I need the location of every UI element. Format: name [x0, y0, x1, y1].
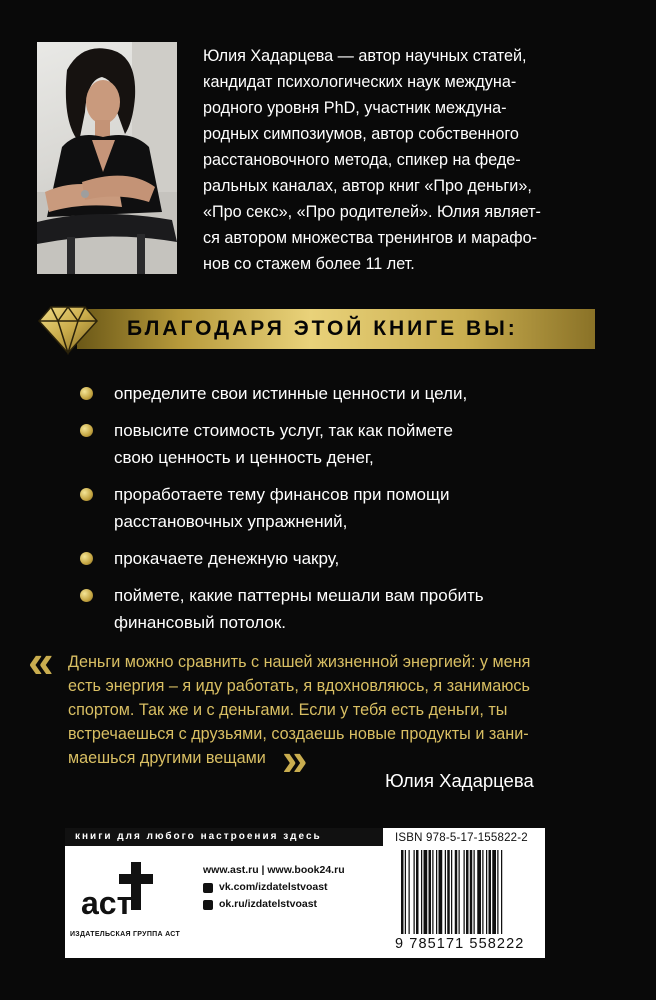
- quote-open-icon: «: [28, 635, 54, 687]
- barcode-bar: [439, 850, 443, 934]
- list-item-text: свою ценность и ценность денег,: [114, 448, 374, 467]
- barcode-bar: [445, 850, 446, 934]
- barcode-bar: [432, 850, 433, 934]
- list-item-text: прокачаете денежную чакру,: [114, 549, 340, 568]
- list-item: [80, 582, 580, 636]
- benefits-list: [80, 380, 580, 636]
- bullet-icon: [80, 424, 93, 437]
- barcode: [399, 850, 539, 934]
- ast-logo: [79, 858, 157, 922]
- link-row[interactable]: [203, 862, 345, 879]
- barcode-bar: [447, 850, 450, 934]
- barcode-bar: [414, 850, 415, 934]
- barcode-bar: [459, 850, 460, 934]
- barcode-bar: [424, 850, 428, 934]
- bio-line: родного уровня PhD, участник междуна-: [203, 99, 507, 117]
- barcode-bar: [436, 850, 437, 934]
- bio-line: ся автором множества тренингов и марафо-: [203, 229, 537, 247]
- link-text[interactable]: vk.com/izdatelstvoast: [219, 881, 328, 893]
- author-bio: [203, 43, 573, 277]
- link-text[interactable]: www.ast.ru | www.book24.ru: [203, 864, 345, 876]
- list-item: [80, 417, 580, 471]
- bio-line: кандидат психологических наук междуна-: [203, 73, 517, 91]
- vk-icon: [203, 883, 213, 893]
- link-row[interactable]: [203, 879, 345, 896]
- list-item: [80, 481, 580, 535]
- slogan-strip: книги для любого настроения здесь: [65, 828, 383, 846]
- link-row[interactable]: [203, 896, 345, 913]
- bio-line: расстановочного метода, спикер на феде-: [203, 151, 521, 169]
- barcode-bar: [409, 850, 410, 934]
- publisher-name: ИЗДАТЕЛЬСКАЯ ГРУППА АСТ: [69, 931, 181, 938]
- bio-line: «Про секс», «Про родителей». Юлия являет-: [203, 203, 541, 221]
- barcode-bar: [482, 850, 483, 934]
- barcode-bar: [401, 850, 404, 934]
- barcode-bar: [466, 850, 469, 934]
- bio-line: ральных каналах, автор книг «Про деньги»,: [203, 177, 532, 195]
- bio-line: Юлия Хадарцева — автор научных статей,: [203, 47, 527, 65]
- quote-line: маешься другими вещами: [68, 749, 266, 767]
- bio-line: родных симпозиумов, автор собственного: [203, 125, 519, 143]
- barcode-bar: [416, 850, 419, 934]
- barcode-bar: [477, 850, 481, 934]
- list-item-text: расстановочных упражнений,: [114, 512, 348, 531]
- quote-line: спортом. Так же и с деньгами. Если у тебя есть деньги, ты: [68, 701, 508, 719]
- list-item-text: повысите стоимость услуг, так как поймете: [114, 421, 453, 440]
- barcode-bar: [421, 850, 422, 934]
- barcode-bar: [497, 850, 498, 934]
- barcode-digits: 9 785171 558222: [395, 936, 525, 952]
- quote-line: есть энергия – я иду работать, я вдохновляюсь, я занимаюсь: [68, 677, 530, 695]
- benefits-banner: [37, 303, 595, 353]
- bullet-icon: [80, 589, 93, 602]
- isbn: ISBN 978-5-17-155822-2: [395, 832, 528, 844]
- quote-line: Деньги можно сравнить с нашей жизненной энергией: у меня: [68, 653, 531, 671]
- barcode-bar: [455, 850, 458, 934]
- link-text[interactable]: ok.ru/izdatelstvoast: [219, 898, 318, 910]
- list-item-text: финансовый потолок.: [114, 613, 287, 632]
- barcode-bar: [501, 850, 502, 934]
- barcode-bar: [429, 850, 432, 934]
- barcode-bar: [492, 850, 496, 934]
- quote-close-icon: »: [282, 733, 308, 785]
- list-item-text: определите свои истинные ценности и цели,: [114, 384, 468, 403]
- quote-author: Юлия Хадарцева: [385, 770, 534, 791]
- bio-line: нов со стажем более 11 лет.: [203, 255, 415, 273]
- bullet-icon: [80, 552, 93, 565]
- list-item: [80, 545, 580, 572]
- ok-icon: [203, 900, 213, 910]
- barcode-bar: [451, 850, 452, 934]
- barcode-bar: [486, 850, 487, 934]
- list-item-text: проработаете тему финансов при помощи: [114, 485, 450, 504]
- barcode-bar: [405, 850, 406, 934]
- quote-line: встречаешься с друзьями, создаешь новые продукты и зани-: [68, 725, 529, 743]
- publisher-links: [203, 862, 345, 913]
- bullet-icon: [80, 488, 93, 501]
- quote-text: [68, 650, 570, 770]
- barcode-bar: [464, 850, 465, 934]
- logo-text: аст: [81, 885, 133, 921]
- barcode-bar: [489, 850, 492, 934]
- list-item: [80, 380, 580, 407]
- publisher-footer: [65, 828, 545, 958]
- list-item-text: поймете, какие паттерны мешали вам пробить: [114, 586, 484, 605]
- banner-title: БЛАГОДАРЯ ЭТОЙ КНИГЕ ВЫ:: [127, 317, 518, 340]
- barcode-bar: [470, 850, 473, 934]
- diamond-icon: [37, 303, 99, 355]
- barcode-bar: [474, 850, 475, 934]
- author-photo: [37, 42, 177, 274]
- bullet-icon: [80, 387, 93, 400]
